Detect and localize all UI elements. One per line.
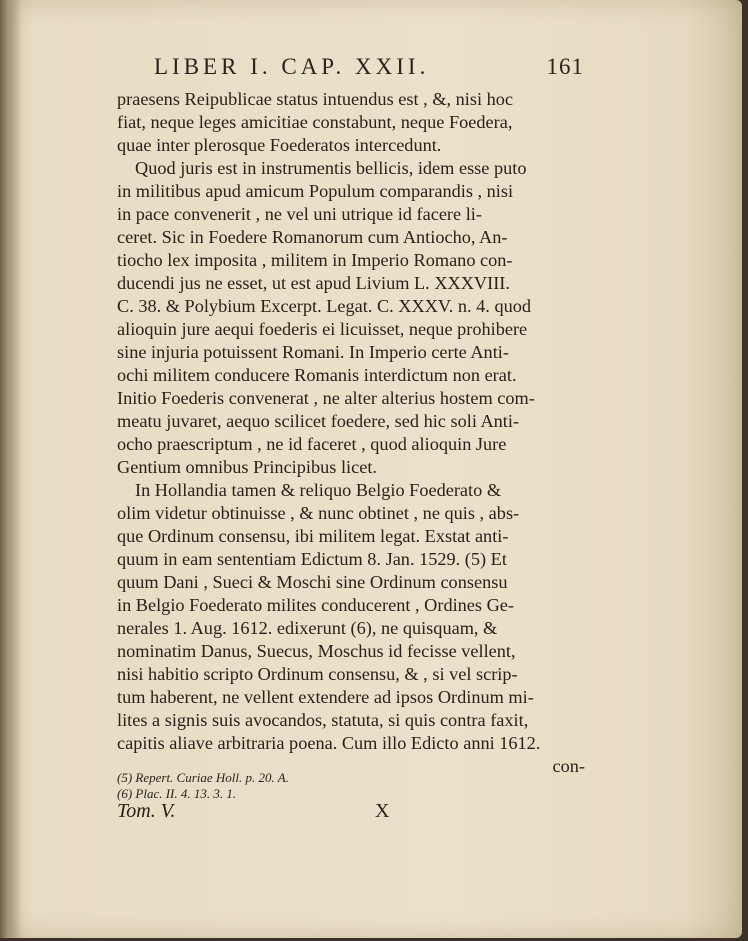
text-line: ocho praescriptum , ne id faceret , quod alioquin Jure — [117, 434, 507, 454]
text-line: que Ordinum consensu, ibi militem legat. Exstat anti- — [117, 526, 509, 546]
text-line: olim videtur obtinuisse , & nunc obtinet , ne quis , abs- — [117, 503, 520, 523]
text-line: con- — [552, 756, 585, 776]
footnote: (5) Repert. Curiae Holl. p. 20. A. — [117, 770, 289, 785]
text-line: Initio Foederis convenerat , ne alter alterius hostem com- — [117, 388, 535, 408]
text-line: in Belgio Foederato milites conducerent , Ordines Ge- — [117, 595, 515, 615]
text-line: quum in eam sententiam Edictum 8. Jan. 1529. (5) Et — [117, 549, 507, 569]
page-header — [112, 54, 584, 88]
signature-row — [117, 800, 585, 830]
page-number: 161 — [546, 54, 584, 79]
text-line: quae inter plerosque Foederatos intercedunt. — [117, 135, 442, 155]
footnotes — [117, 770, 585, 802]
text-line: nominatim Danus, Suecus, Moschus id fecisse vellent, — [117, 641, 516, 661]
volume-label: Tom. V. — [117, 800, 176, 822]
text-line: nerales 1. Aug. 1612. edixerunt (6), ne quisquam, & — [117, 618, 498, 638]
text-line: Quod juris est in instrumentis bellicis, idem esse puto — [135, 158, 527, 178]
text-line: capitis aliave arbitraria poena. Cum illo Edicto anni 1612. — [117, 733, 541, 753]
text-line: sine injuria potuissent Romani. In Imperio certe Anti- — [117, 342, 509, 362]
text-line: ceret. Sic in Foedere Romanorum cum Antiocho, An- — [117, 227, 508, 247]
text-line: ducendi jus ne esset, ut est apud Livium L. XXXVIII. — [117, 273, 510, 293]
text-line: quum Dani , Sueci & Moschi sine Ordinum consensu — [117, 572, 508, 592]
signature-mark: X — [375, 800, 390, 822]
text-line: Gentium omnibus Principibus licet. — [117, 457, 377, 477]
text-line: in pace convenerit , ne vel uni utrique id facere li- — [117, 204, 482, 224]
text-line: fiat, neque leges amicitiae constabunt, neque Foedera, — [117, 112, 513, 132]
text-line: In Hollandia tamen & reliquo Belgio Foederato & — [135, 480, 502, 500]
body-text — [117, 88, 585, 778]
text-line: in militibus apud amicum Populum comparandis , nisi — [117, 181, 514, 201]
text-line: tiocho lex imposita , militem in Imperio Romano con- — [117, 250, 513, 270]
text-line: nisi habitio scripto Ordinum consensu, & , si vel scrip- — [117, 664, 518, 684]
text-line: C. 38. & Polybium Excerpt. Legat. C. XXXV. n. 4. quod — [117, 296, 532, 316]
text-line: meatu juvaret, aequo scilicet foedere, sed hic soli Anti- — [117, 411, 520, 431]
footnote: (6) Plac. II. 4. 13. 3. 1. — [117, 786, 237, 801]
binding-gutter — [0, 0, 22, 938]
text-line: ochi militem conducere Romanis interdictum non erat. — [117, 365, 517, 385]
text-line: alioquin jure aequi foederis ei licuisset, neque prohibere — [117, 319, 528, 339]
text-line: praesens Reipublicae status intuendus est , &, nisi hoc — [117, 89, 514, 109]
running-head: LIBER I. CAP. XXII. — [154, 54, 430, 79]
text-line: tum haberent, ne vellent extendere ad ipsos Ordinum mi- — [117, 687, 534, 707]
text-line: lites a signis suis avocandos, statuta, si quis contra faxit, — [117, 710, 529, 730]
